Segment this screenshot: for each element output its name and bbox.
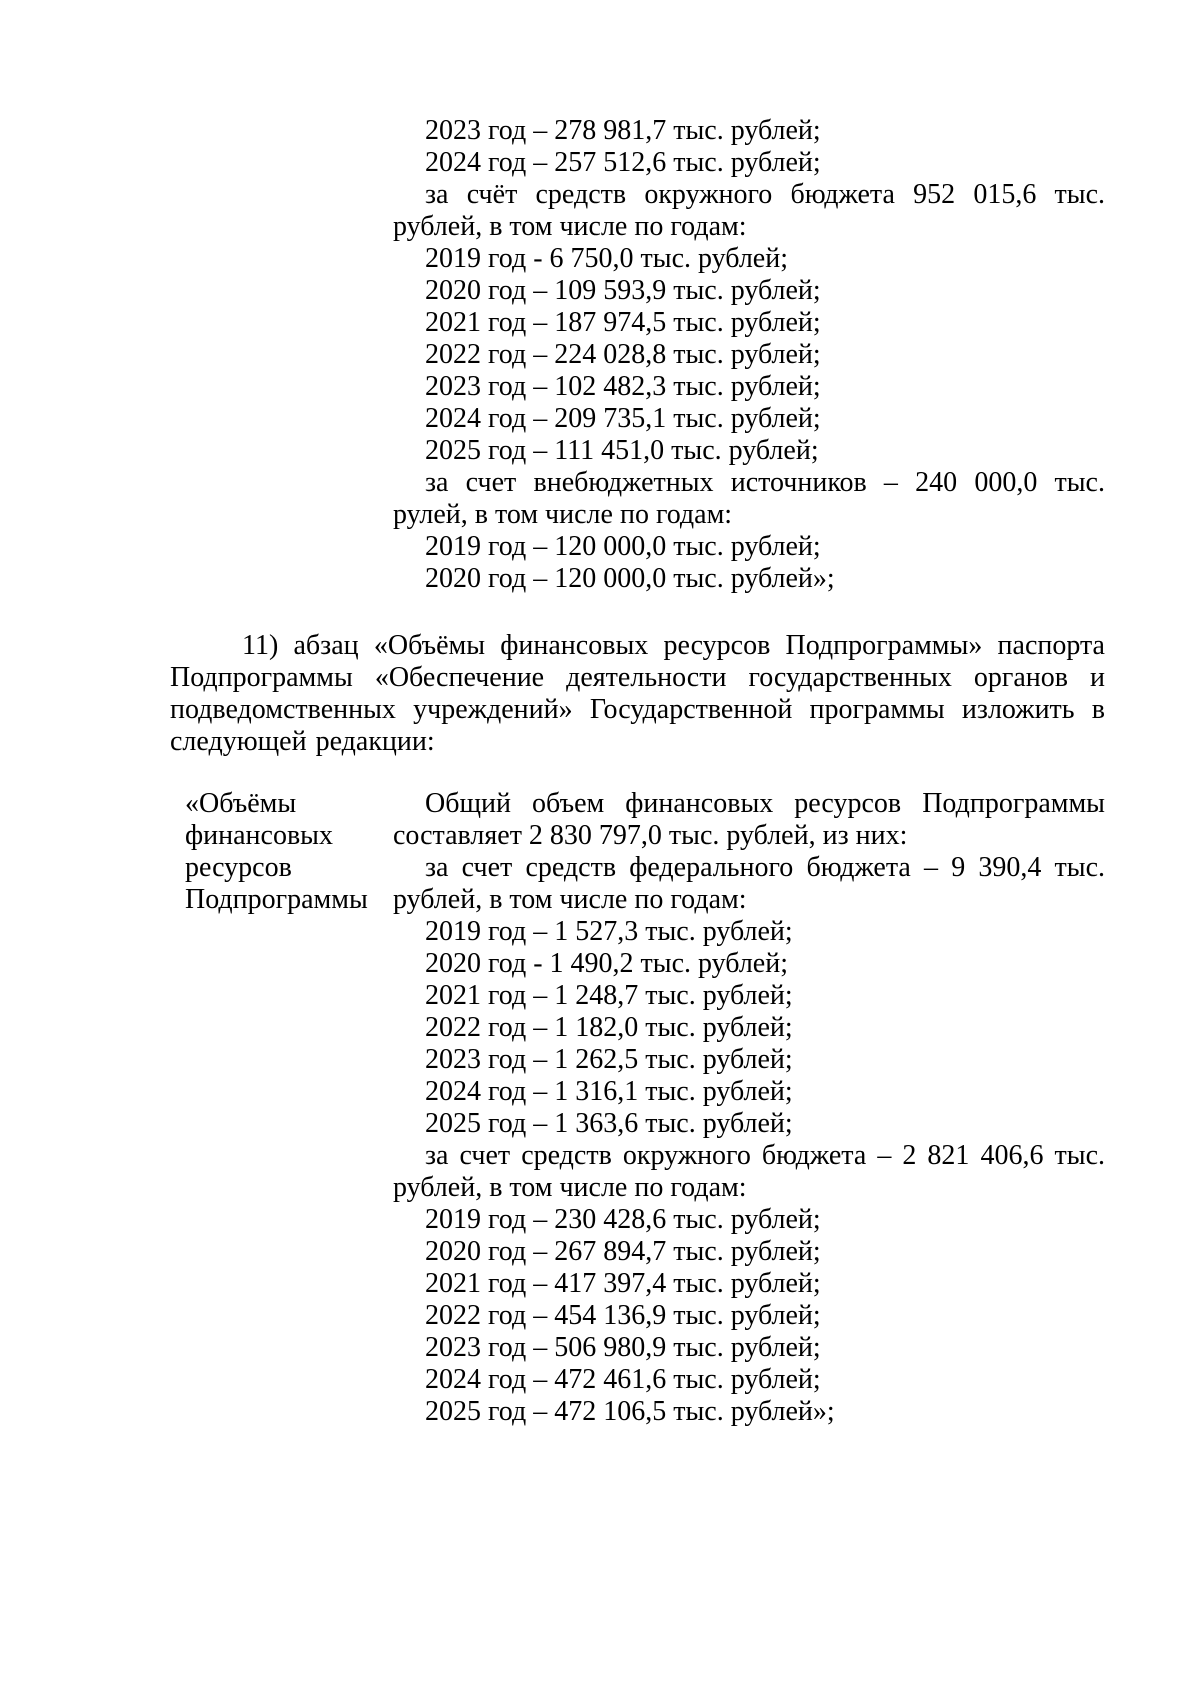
year-line: 2024 год – 472 461,6 тыс. рублей; [425,1364,821,1395]
federal-budget-intro: за счет средств федерального бюджета – 9 390,4 тыс. рублей, в том числе по годам: [393,852,1105,915]
year-line: 2023 год – 506 980,9 тыс. рублей; [425,1332,821,1363]
passport-label-line: «Объёмы [185,788,297,819]
year-line: 2020 год – 120 000,0 тыс. рублей»; [425,563,835,594]
passport-label [185,788,385,916]
year-line: 2023 год – 278 981,7 тыс. рублей; [425,115,821,146]
year-line: 2020 год - 1 490,2 тыс. рублей; [425,948,789,979]
year-line: 2023 год – 102 482,3 тыс. рублей; [425,371,821,402]
year-line: 2024 год – 257 512,6 тыс. рублей; [425,147,821,178]
year-line: 2019 год – 1 527,3 тыс. рублей; [425,916,793,947]
year-line: 2025 год – 111 451,0 тыс. рублей; [425,435,819,466]
year-line: 2021 год – 187 974,5 тыс. рублей; [425,307,821,338]
year-line: 2021 год – 417 397,4 тыс. рублей; [425,1268,821,1299]
year-line: 2022 год – 454 136,9 тыс. рублей; [425,1300,821,1331]
passport-label-line: Подпрограммы [185,884,368,915]
year-line: 2020 год – 109 593,9 тыс. рублей; [425,275,821,306]
year-line: 2025 год – 1 363,6 тыс. рублей; [425,1108,793,1139]
year-line: 2019 год - 6 750,0 тыс. рублей; [425,243,789,274]
year-line: 2024 год – 1 316,1 тыс. рублей; [425,1076,793,1107]
top-funding-block [393,115,1105,595]
year-line: 2021 год – 1 248,7 тыс. рублей; [425,980,793,1011]
year-line: 2022 год – 224 028,8 тыс. рублей; [425,339,821,370]
year-line: 2025 год – 472 106,5 тыс. рублей»; [425,1396,835,1427]
extrabudget-intro: за счет внебюджетных источников – 240 000,0 тыс. рулей, в том числе по годам: [393,467,1105,530]
item-11-paragraph: 11) абзац «Объёмы финансовых ресурсов Подпрограммы» паспорта Подпрограммы «Обеспечение деятельности государственных органов и подведомственных учреждений» Государственной программы изложить в следующей редакции: [170,630,1105,757]
year-line: 2019 год – 230 428,6 тыс. рублей; [425,1204,821,1235]
year-line: 2020 год – 267 894,7 тыс. рублей; [425,1236,821,1267]
okrug-budget-intro: за счет средств окружного бюджета – 2 821 406,6 тыс. рублей, в том числе по годам: [393,1140,1105,1203]
year-line: 2019 год – 120 000,0 тыс. рублей; [425,531,821,562]
passport-body [393,788,1105,1428]
passport-label-line: финансовых [185,820,333,851]
total-amount: Общий объем финансовых ресурсов Подпрограммы составляет 2 830 797,0 тыс. рублей, из них: [393,788,1105,851]
year-line: 2023 год – 1 262,5 тыс. рублей; [425,1044,793,1075]
year-line: 2022 год – 1 182,0 тыс. рублей; [425,1012,793,1043]
passport-label-line: ресурсов [185,852,292,883]
year-line: 2024 год – 209 735,1 тыс. рублей; [425,403,821,434]
okrug-budget-intro: за счёт средств окружного бюджета 952 015,6 тыс. рублей, в том числе по годам: [393,179,1105,242]
